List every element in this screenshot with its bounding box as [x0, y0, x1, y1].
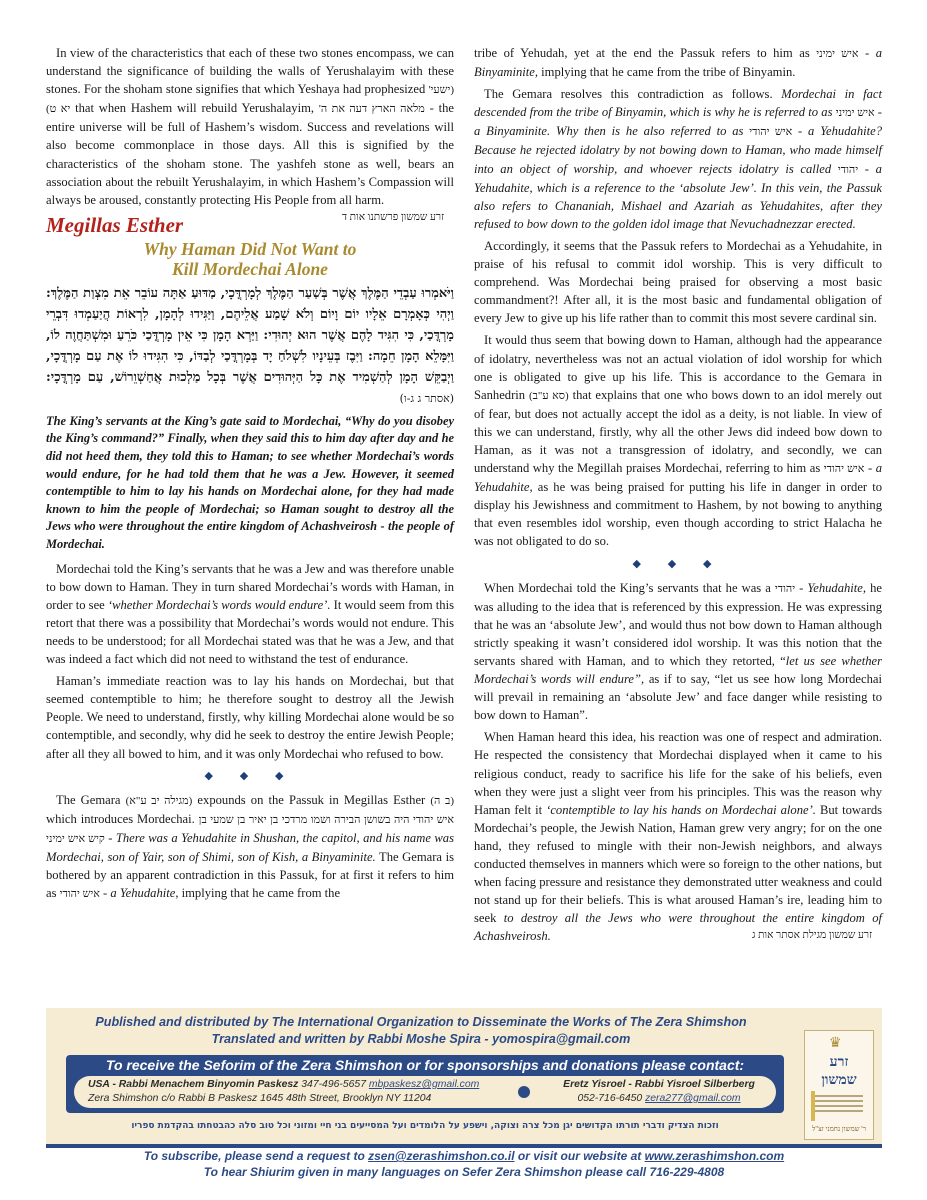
paragraph: tribe of Yehudah, yet at the end the Passuk refers to him as איש ימיני - a Binyaminite, implying that he came from the tribe of Binyamin.: [474, 46, 882, 80]
israel-contact: Eretz Yisroel - Rabbi Yisroel Silberberg 052-716-6450 zera277@gmail.com: [563, 1079, 755, 1104]
hebrew-quote: איש יהודי: [59, 888, 100, 901]
source-citation: (ב ה): [430, 794, 454, 807]
hebrew-quote: איש ימיני: [816, 48, 859, 60]
publisher-footer: [46, 1008, 882, 1148]
paragraph: In view of the characteristics that each of these two stones encompass, we can understand the significance of building the walls of Yerushalayim with these stones. For the shoham stone signifies that which Yeshaya had prophesized (ישעי' יא ט) that when Hashem will rebuild Yerushalayim, מלאה הארץ דעה את ה' - the entire universe will be full of Hashem’s wisdom. Success and revelations will also become commonplace in those days. All this is signified by the characteristics of the shoham stone. The yashfeh stone as well, bears an association about the rebuilt Yerushalayim, in which Hashem’s Compassion will always be aroused, constantly protecting His People from all harm. זרע שמשון פרשתנו אות ד: [46, 44, 454, 209]
crown-icon: ♛: [829, 1036, 842, 1051]
hebrew-verse: וַיֹּאמְרוּ עַבְדֵי הַמֶּלֶךְ אֲשֶׁר בְּשַׁעַר הַמֶּלֶךְ לְמָרְדֳּכָי, מַדּוּעַ אַתָּה עוֹבֵר אֵת מִצְוַת הַמֶּלֶךְ: וַיְהִי כְּאָמְרָם אֵלָיו יוֹם וָיוֹם וְלֹא שָׁמַע אֲלֵיהֶם, וַיַּגִּידוּ לְהָמָן, לִרְאוֹת הֲיַעַמְדוּ דִּבְרֵי מָרְדֳּכַי, כִּי הִגִּיד לָהֶם אֲשֶׁר הוּא יְהוּדִי: וַיַּרְא הָמָן כִּי אֵין מָרְדֳּכַי כֹּרֵעַ וּמִשְׁתַּחֲוֶה לוֹ, וַיִּמָּלֵא הָמָן חֵמָה: וַיִּבֶז בְּעֵינָיו לִשְׁלֹחַ יָד בְּמָרְדֳּכַי לְבַדּוֹ, כִּי הִגִּידוּ לוֹ אֶת עַם מָרְדֳּכָי, וַיְבַקֵּשׁ הָמָן לְהַשְׁמִיד אֶת כָּל הַיְּהוּדִים אֲשֶׁר בְּכָל מַלְכוּת אֲחַשְׁוֵרוֹשׁ, עַם מָרְדֳּכָי: (אסתר ג ג-ו): [46, 285, 454, 405]
paragraph: The Gemara resolves this contradiction as follows. Mordechai in fact descended from the tribe of Binyamin, which is why he is referred to as איש ימיני - a Binyaminite. Why then is he also referred to as איש יהודי - a Yehudahite? Because he rejected idolatry by not bowing down to Haman, who made himself into an object of worship, and whoever rejects idolatry is called יהודי - a Yehudahite, which is a reference to the ‘absolute Jew’. In this vein, the Passuk also refers to Chananiah, Mishael and Azariah as Yehudahites, after they refused to bow down to the golden idol image that Nevuchadnezzar erected.: [474, 87, 882, 231]
hebrew-quote: איש יהודי היה בשושן הבירה ושמו מרדכי בן יאיר בן שמעי בן קיש איש ימיני: [46, 813, 454, 845]
contact-band: [66, 1055, 784, 1113]
israel-email-link[interactable]: zera277@gmail.com: [645, 1093, 741, 1104]
article-title: Why Haman Did Not Want to Kill Mordechai Alone: [143, 238, 357, 279]
publisher-info: Published and distributed by The International Organization to Disseminate the Works of The Zera Shimshon Translated and written by Rabbi Moshe Spira - yomospira@gmail.com: [95, 1015, 747, 1046]
left-column: [46, 44, 454, 907]
usa-contact: USA - Rabbi Menachem Binyomin Paskesz 347-496-5657 mbpaskesz@gmail.com Zera Shimshon c/o Rabbi B Paskesz 1645 48th Street, Brooklyn NY 11204: [88, 1079, 480, 1104]
zera-shimshon-logo: ♛ זרע שמשון ר' שמשון נחמני זצ"ל: [804, 1030, 874, 1140]
source-signature: זרע שמשון פרשתנו אות ד: [341, 211, 444, 223]
paragraph: Mordechai told the King’s servants that he was a Jew and was therefore unable to bow down to Haman. They in turn shared Mordechai’s words with Haman, in order to see ‘whether Mordechai’s words would endure’. It would seem from this retort that there was a possibility that Mordechai’s words would not endure. This needs to be understood; for all Mordechai stated was that he was a Jew, and that was indeed a fact which did not need to withstand the test of endurance.: [46, 561, 454, 667]
paragraph: The Gemara (מגילה יב ע"א) expounds on the Passuk in Megillas Esther (ב ה) which introduces Mordechai. איש יהודי היה בשושן הבירה ושמו מרדכי בן יאיר בן שמעי בן קיש איש ימיני - There was a Yehudahite in Shushan, the capitol, and his name was Mordechai, son of Yair, son of Shimi, son of Kish, a Binyaminite. The Gemara is bothered by an apparent contradiction in this Passuk, for at first it refers to him as איש יהודי - a Yehudahite, implying that he came from the: [46, 792, 454, 901]
section-divider: ◆ ◆ ◆: [632, 557, 724, 570]
paragraph: Accordingly, it seems that the Passuk refers to Mordechai as a Yehudahite, in praise of his refusal to commit idol worship. This is very difficult to comprehend. Was Mordechai being praised for observing a most basic commandment?! After all, it is the most basic and fundamental obligation of every Jew to give up his life rather than to commit this most severe cardinal sin.: [474, 238, 882, 326]
hebrew-blessing: וזכות הצדיק ודברי תורתו הקדושים יגן מכל צרה וצוקה, וישפע על הלומדים ועל המסייעים בני חיי ומזוני וכל טוב סלה כהבטחתו בהקדמת ספריו: [131, 1121, 719, 1131]
verse-source: (אסתר ג ג-ו): [399, 391, 454, 405]
source-citation: (ישעי' יא ט): [46, 84, 454, 116]
subscribe-email-link[interactable]: zsen@zerashimshon.co.il: [368, 1149, 515, 1163]
paragraph: When Haman heard this idea, his reaction was one of respect and admiration. He respected the consistency that Mordechai displayed when it came to his religious conduct, ready to sacrifice his life for the sake of his beliefs, even when they were just a slight veer from his principles. This was the reason why Haman felt it ‘contemptible to lay his hands on Mordechai alone’. But towards Mordechai’s people, the Jewish Nation, Haman grew very angry; for on the one hand, they refused to mingle with their non-Jewish neighbors, and always conducted themselves in manners which were so foreign to the other nations, but when facing pressure and resistance they demonstrated utter weakness and could not stand up for their beliefs. This is what aroused Haman’s ire, leading him to seek to destroy all the Jews who were throughout the entire kingdom of Achashveirosh. זרע שמשון מגילת אסתר אות ג: [474, 728, 882, 945]
subscribe-info: To subscribe, please send a request to zsen@zerashimshon.co.il or visit our website at www.zerashimshon.com To hear Shiurim given in many languages on Sefer Zera Shimshon please call 716-229-4808: [143, 1149, 785, 1179]
hebrew-quote: מלאה הארץ דעה את ה': [318, 103, 425, 116]
contact-details: [74, 1076, 776, 1108]
right-column: [474, 44, 882, 950]
logo-text-lines: [815, 1095, 863, 1115]
paragraph: It would thus seem that bowing down to Haman, although had the appearance of idolatry, nevertheless was not an actual violation of idol worship for which one is obligated to give up his life. This is accordance to the Gemara in Sanhedrin (סא ע"ב) that explains that one who bows down to an idol merely out of fear, but does not actually accept the idol as a deity, is not liable. In view of this we can understand, firstly, why all the other Jews did indeed bow down to Haman, as it was not a transgression of idolatry, and secondly, we can understand why the Megillah praises Mordechai, referring to him as איש יהודי - a Yehudahite, as he was being praised for putting his life in danger in order to display his Jewishness and commitment to Hashem, by not bowing to anything that even resembles idol worship, even though according to strict Halacha he was not obligated to do so.: [474, 333, 882, 549]
section-divider: ◆ ◆ ◆: [204, 769, 296, 782]
source-citation: (סא ע"ב): [528, 389, 569, 402]
paragraph: Haman’s immediate reaction was to lay his hands on Mordechai, but that seemed contemptible to him; he therefore sought to destroy all the Jewish People. We need to understand, firstly, why killing Mordechai alone would be so contemptible, and secondly, why did he seek to destroy the entire Jewish People; after all they all bowed to him, and it was only Mordechai who refused to bow.: [46, 674, 454, 761]
website-link[interactable]: www.zerashimshon.com: [644, 1149, 785, 1163]
usa-email-link[interactable]: mbpaskesz@gmail.com: [368, 1079, 480, 1090]
source-citation: (מגילה יב ע"א): [125, 794, 193, 807]
contact-title: To receive the Seforim of the Zera Shimshon or for sponsorships and donations please contact:: [105, 1057, 745, 1073]
source-signature: זרע שמשון מגילת אסתר אות ג: [751, 930, 872, 942]
bullet-dot-icon: [518, 1086, 530, 1098]
section-title: Megillas Esther: [46, 212, 184, 237]
paragraph: When Mordechai told the King’s servants that he was a יהודי - Yehudahite, he was alluding to the idea that is referenced by this expression. He was expressing that he was an ‘absolute Jew’, and would thus not bow down to Haman although strictly speaking it wasn’t considered idol worship. It was this notion that the servants shared with Haman, and to which they retorted, “let us see whether Mordechai’s words will endure”, as if to say, “let us see how long Mordechai will prevail in remaining an ‘absolute Jew’ and face danger while resisting to bow down to Haman”.: [474, 580, 883, 723]
verse-translation: The King’s servants at the King’s gate said to Mordechai, “Why do you disobey the King’s command?” Finally, when they said this to him day after day and he did not heed them, they told this to Haman; to see whether Mordechai’s words would endure, for he had told them that he was a Jew. However, it seemed contemptible to him to lay his hands on Mordechai alone, for they had made known to him the people of Mordechai; so Haman sought to destroy all the Jews who were throughout the entire kingdom of Achashveirosh - the people of Mordechai.: [46, 413, 454, 551]
